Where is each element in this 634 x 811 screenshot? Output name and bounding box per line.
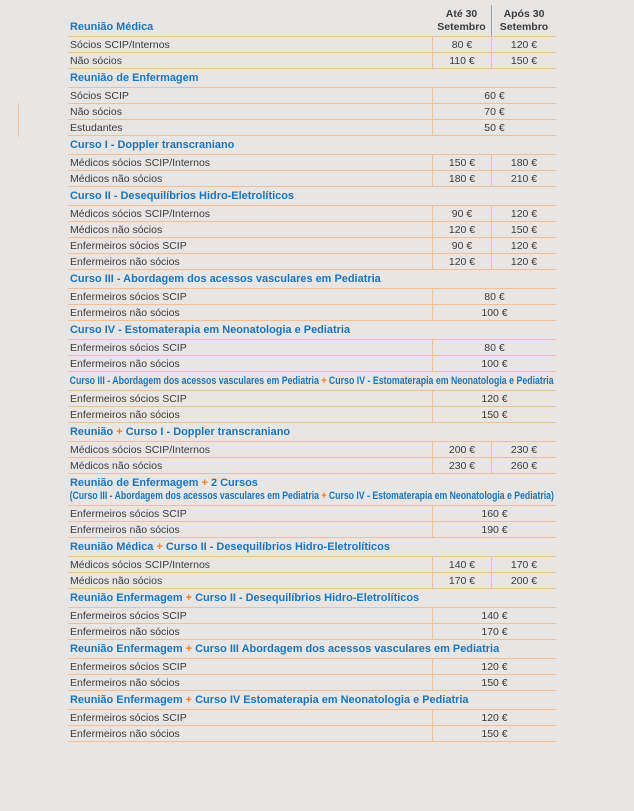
section-title: Reunião Enfermagem + Curso III Abordagem dos acessos vasculares em Pediatria: [69, 643, 500, 655]
price-after-sept30: 200 €: [491, 573, 556, 588]
table-row: [68, 222, 556, 238]
row-label: Enfermeiros sócios SCIP: [70, 609, 187, 622]
section-title: Curso II - Desequilíbrios Hidro-Eletrolíticos: [69, 190, 295, 202]
table-row: [68, 608, 556, 624]
table-row: [68, 624, 556, 640]
table-row: [68, 356, 556, 372]
price-single: 50 €: [432, 120, 556, 135]
price-until-sept30: 230 €: [432, 458, 491, 473]
section-title: Reunião de Enfermagem: [69, 72, 199, 84]
section-header: [68, 589, 556, 608]
plus-separator: +: [185, 694, 193, 706]
section-title: Reunião Médica + Curso II - Desequilíbrios Hidro-Eletrolíticos: [69, 541, 390, 553]
price-until-sept30: 170 €: [432, 573, 491, 588]
table-row: [68, 53, 556, 69]
price-after-sept30: 210 €: [491, 171, 556, 186]
row-label: Não sócios: [70, 54, 122, 67]
row-label: Médicos não sócios: [70, 172, 163, 185]
row-label: Enfermeiros não sócios: [70, 625, 180, 638]
price-until-sept30: 200 €: [432, 442, 491, 457]
row-label: Médicos sócios SCIP/Internos: [70, 443, 211, 456]
table-row: [68, 120, 556, 136]
table-row: [68, 407, 556, 423]
price-single: 100 €: [432, 305, 556, 320]
section-header: [68, 691, 556, 710]
price-until-sept30: 180 €: [432, 171, 491, 186]
price-until-sept30: 120 €: [432, 254, 491, 269]
plus-separator: +: [321, 375, 327, 387]
row-label: Enfermeiros sócios SCIP: [70, 341, 187, 354]
price-single: 80 €: [432, 340, 556, 355]
table-row: [68, 171, 556, 187]
section-title: Curso III - Abordagem dos acessos vasculares em Pediatria: [69, 273, 381, 285]
column-header-line1: Após 30: [503, 8, 545, 20]
row-label: Médicos não sócios: [70, 223, 163, 236]
table-row: [68, 104, 556, 120]
price-after-sept30: 150 €: [491, 53, 556, 68]
column-header-line2: Setembro: [499, 21, 549, 33]
section-header: [68, 321, 556, 340]
pricing-table: [68, 5, 556, 742]
section-title: Curso I - Doppler transcraniano: [69, 139, 235, 151]
price-single: 120 €: [432, 659, 556, 674]
margin-marker: [18, 103, 19, 137]
table-row: [68, 238, 556, 254]
price-after-sept30: 180 €: [491, 155, 556, 170]
row-label: Enfermeiros sócios SCIP: [70, 239, 187, 252]
plus-separator: +: [156, 541, 163, 553]
row-label: Enfermeiros sócios SCIP: [70, 507, 187, 520]
table-row: [68, 305, 556, 321]
table-row: [68, 675, 556, 691]
price-single: 70 €: [432, 104, 556, 119]
section-header: [68, 187, 556, 206]
table-row: [68, 254, 556, 270]
section-header: [68, 372, 556, 391]
plus-separator: +: [185, 592, 193, 604]
section-title: Reunião Médica: [70, 21, 154, 33]
table-row: [68, 573, 556, 589]
section-title: Curso IV - Estomaterapia em Neonatologia e Pediatria: [69, 324, 351, 336]
price-single: 160 €: [432, 506, 556, 521]
price-single: 140 €: [432, 608, 556, 623]
price-after-sept30: 120 €: [491, 206, 556, 221]
row-label: Não sócios: [70, 105, 122, 118]
table-row: [68, 710, 556, 726]
price-single: 60 €: [432, 88, 556, 103]
section-subtitle: (Curso III - Abordagem dos acessos vasculares em Pediatria + Curso IV - Estomaterapia em Neonatologia e Pediatria): [69, 490, 554, 502]
price-after-sept30: 150 €: [491, 222, 556, 237]
table-row: [68, 340, 556, 356]
section-header: [68, 270, 556, 289]
row-label: Enfermeiros sócios SCIP: [70, 392, 187, 405]
section-title: Curso III - Abordagem dos acessos vasculares em Pediatria + Curso IV - Estomaterapia em Neonatologia e Pediatria: [69, 375, 554, 387]
row-label: Médicos sócios SCIP/Internos: [70, 156, 211, 169]
plus-separator: +: [185, 643, 193, 655]
table-row: [68, 37, 556, 53]
price-until-sept30: 90 €: [432, 238, 491, 253]
price-single: 150 €: [432, 726, 556, 741]
row-label: Médicos sócios SCIP/Internos: [70, 558, 211, 571]
price-single: 170 €: [432, 624, 556, 639]
row-label: Enfermeiros não sócios: [70, 727, 180, 740]
section-title: Reunião Enfermagem + Curso IV Estomaterapia em Neonatologia e Pediatria: [69, 694, 469, 706]
price-until-sept30: 140 €: [432, 557, 491, 572]
section-title: Reunião Enfermagem + Curso II - Desequilíbrios Hidro-Eletrolíticos: [69, 592, 420, 604]
price-after-sept30: 230 €: [491, 442, 556, 457]
table-row: [68, 726, 556, 742]
price-single: 190 €: [432, 522, 556, 537]
price-after-sept30: 170 €: [491, 557, 556, 572]
plus-separator: +: [321, 490, 327, 502]
row-label: Médicos não sócios: [70, 459, 163, 472]
column-header-until-sept30: [432, 5, 491, 36]
price-until-sept30: 120 €: [432, 222, 491, 237]
table-row: [68, 557, 556, 573]
row-label: Enfermeiros não sócios: [70, 306, 180, 319]
column-header-after-sept30: [491, 5, 556, 36]
row-label: Sócios SCIP: [70, 89, 129, 102]
price-until-sept30: 110 €: [432, 53, 491, 68]
section-header: [68, 69, 556, 88]
price-after-sept30: 120 €: [491, 254, 556, 269]
table-row: [68, 506, 556, 522]
price-single: 100 €: [432, 356, 556, 371]
section-header: [68, 5, 556, 37]
table-row: [68, 458, 556, 474]
row-label: Enfermeiros sócios SCIP: [70, 660, 187, 673]
section-title: Reunião de Enfermagem + 2 Cursos: [69, 477, 258, 489]
plus-separator: +: [201, 477, 208, 489]
section-header: [68, 474, 556, 506]
table-row: [68, 289, 556, 305]
section-header: [68, 538, 556, 557]
table-row: [68, 155, 556, 171]
column-header-line1: Até 30: [445, 8, 478, 20]
row-label: Enfermeiros sócios SCIP: [70, 290, 187, 303]
row-label: Enfermeiros sócios SCIP: [70, 711, 187, 724]
price-until-sept30: 80 €: [432, 37, 491, 52]
row-label: Enfermeiros não sócios: [70, 523, 180, 536]
row-label: Enfermeiros não sócios: [70, 676, 180, 689]
row-label: Médicos não sócios: [70, 574, 163, 587]
row-label: Estudantes: [70, 121, 123, 134]
table-row: [68, 659, 556, 675]
table-row: [68, 391, 556, 407]
section-title: Reunião + Curso I - Doppler transcraniano: [69, 426, 291, 438]
row-label: Enfermeiros não sócios: [70, 357, 180, 370]
price-single: 120 €: [432, 710, 556, 725]
section-header: [68, 423, 556, 442]
row-label: Enfermeiros não sócios: [70, 408, 180, 421]
column-header-line2: Setembro: [437, 21, 486, 33]
price-until-sept30: 90 €: [432, 206, 491, 221]
price-single: 80 €: [432, 289, 556, 304]
table-row: [68, 522, 556, 538]
price-single: 120 €: [432, 391, 556, 406]
price-after-sept30: 260 €: [491, 458, 556, 473]
section-title-wrap: [68, 21, 432, 36]
section-header: [68, 136, 556, 155]
price-after-sept30: 120 €: [491, 37, 556, 52]
table-row: [68, 88, 556, 104]
table-row: [68, 442, 556, 458]
row-label: Enfermeiros não sócios: [70, 255, 180, 268]
price-until-sept30: 150 €: [432, 155, 491, 170]
price-single: 150 €: [432, 675, 556, 690]
row-label: Médicos sócios SCIP/Internos: [70, 207, 211, 220]
row-label: Sócios SCIP/Internos: [70, 38, 170, 51]
price-after-sept30: 120 €: [491, 238, 556, 253]
plus-separator: +: [116, 426, 123, 438]
table-row: [68, 206, 556, 222]
price-single: 150 €: [432, 407, 556, 422]
section-header: [68, 640, 556, 659]
